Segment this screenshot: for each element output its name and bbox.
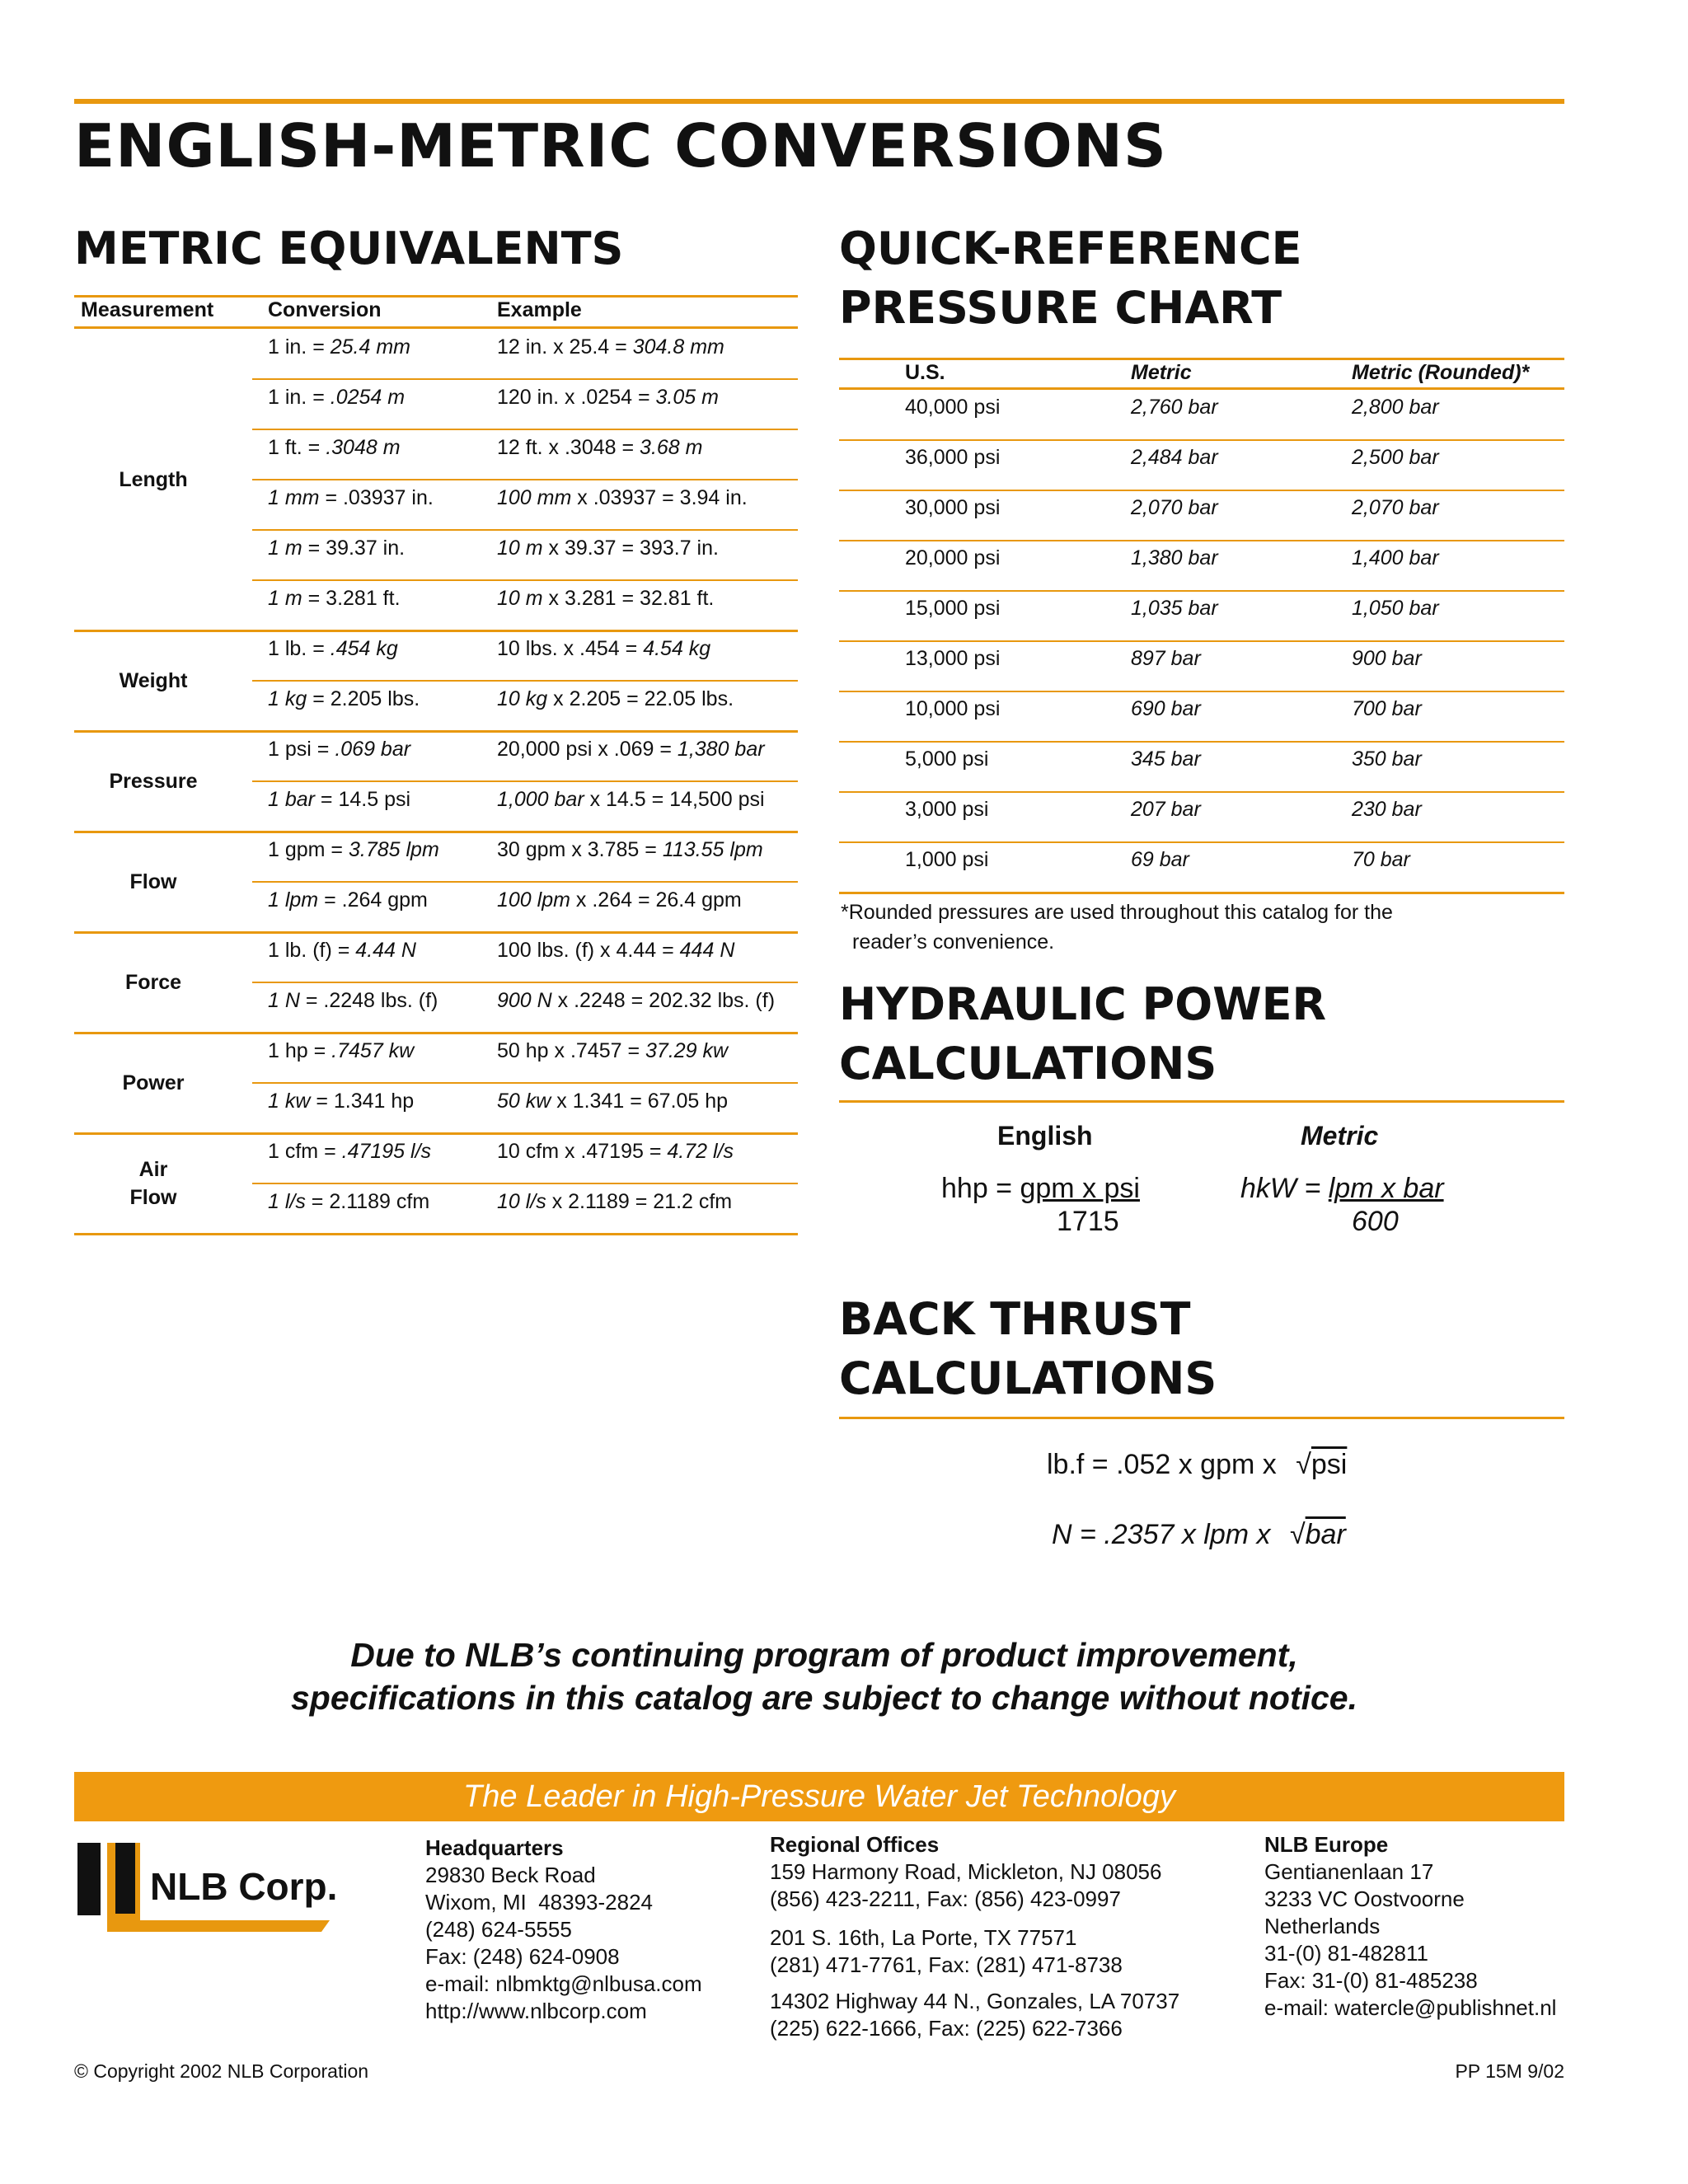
conversion-cell: [268, 1039, 414, 1063]
group-rule: [74, 630, 798, 632]
us-pressure-cell: 5,000 psi: [905, 748, 989, 771]
cell-part: 3.785 lpm: [348, 838, 439, 861]
cell-part: = 2.205 lbs.: [307, 687, 420, 710]
hkw-numerator: lpm x bar: [1328, 1173, 1444, 1204]
example-cell: [497, 335, 724, 359]
cell-part: = .2248 lbs. (f): [299, 989, 438, 1012]
measurement-label: [74, 667, 232, 695]
cell-part: 1 bar: [268, 788, 315, 811]
metric-pressure-cell: 207 bar: [1131, 798, 1201, 821]
pressure-col-rounded: Metric (Rounded)*: [1352, 361, 1530, 384]
cell-part: 3.68 m: [640, 436, 703, 459]
example-cell: [497, 738, 765, 762]
cell-part: 1 lb. (f) =: [268, 939, 356, 962]
europe-block: [1264, 1831, 1556, 2022]
sqrt-symbol-1: √: [1296, 1449, 1311, 1480]
conversion-cell: [268, 888, 428, 912]
rounded-pressure-cell: 1,050 bar: [1352, 597, 1439, 620]
cell-part: 10 kg: [497, 687, 548, 710]
metric-pressure-cell: 897 bar: [1131, 647, 1201, 670]
measurement-label: [74, 968, 232, 996]
conversion-cell: [268, 788, 410, 812]
cell-part: 1 mm: [268, 486, 320, 509]
regional-nj-address: 159 Harmony Road, Mickleton, NJ 08056: [770, 1859, 1162, 1884]
disclaimer-line2: specifications in this catalog are subject to change without notice.: [290, 1679, 1357, 1717]
rounded-pressure-cell: 230 bar: [1352, 798, 1422, 821]
pressure-row-rule: [839, 590, 1564, 592]
example-cell: [497, 1039, 728, 1063]
regional-title: Regional Offices: [770, 1832, 940, 1857]
cell-part: x .2248 = 202.32 lbs. (f): [551, 989, 776, 1012]
cell-part: 1 hp =: [268, 1039, 332, 1062]
sqrt-symbol-2: √: [1289, 1519, 1306, 1550]
cell-part: 444 N: [679, 939, 735, 962]
row-rule: [252, 579, 798, 581]
cell-part: = .264 gpm: [318, 888, 428, 912]
cell-part: .47195 l/s: [341, 1140, 432, 1163]
cell-part: x .264 = 26.4 gpm: [570, 888, 742, 912]
cell-part: 1 l/s: [268, 1190, 306, 1213]
row-rule: [252, 1082, 798, 1084]
row-rule: [252, 1183, 798, 1184]
cell-part: 900 N: [497, 989, 552, 1012]
hydraulic-heading-line1: HYDRAULIC POWER: [839, 978, 1327, 1030]
metric-header-rule-bottom: [74, 326, 798, 329]
pressure-row-rule: [839, 841, 1564, 843]
cell-part: x 2.1189 = 21.2 cfm: [546, 1190, 733, 1213]
rounded-pressure-cell: 900 bar: [1352, 647, 1422, 670]
metric-pressure-cell: 2,760 bar: [1131, 396, 1218, 419]
cell-part: 50 hp x .7457 =: [497, 1039, 646, 1062]
cell-part: .0254 m: [330, 386, 406, 409]
cell-part: = 14.5 psi: [314, 788, 411, 811]
conversion-cell: [268, 989, 438, 1013]
example-cell: [497, 1140, 734, 1164]
cell-part: 3.05 m: [655, 386, 719, 409]
cell-part: 4.44 N: [355, 939, 416, 962]
conversion-cell: [268, 637, 398, 661]
pressure-col-us: U.S.: [905, 361, 945, 384]
metric-heading: METRIC EQUIVALENTS: [74, 223, 624, 274]
example-cell: [497, 989, 775, 1013]
cell-part: 1 cfm =: [268, 1140, 342, 1163]
thrust-heading-line1: BACK THRUST: [839, 1293, 1191, 1345]
us-pressure-cell: 20,000 psi: [905, 546, 1001, 569]
pressure-row-rule: [839, 691, 1564, 692]
cell-part: 12 in. x 25.4 =: [497, 335, 633, 359]
measurement-label-line: Force: [124, 971, 182, 994]
metric-pressure-cell: 345 bar: [1131, 748, 1201, 771]
regional-offices-block: [770, 1831, 1179, 2042]
example-cell: [497, 486, 748, 510]
rounded-pressure-cell: 2,500 bar: [1352, 446, 1439, 469]
cell-part: x 1.341 = 67.05 hp: [551, 1090, 729, 1113]
thrust-english-radicand: psi: [1311, 1449, 1348, 1480]
cell-part: 120 in. x .0254 =: [497, 386, 656, 409]
conversion-cell: [268, 1090, 414, 1113]
disclaimer-line1: Due to NLB’s continuing program of product improvement,: [350, 1636, 1298, 1674]
example-cell: [497, 687, 734, 711]
cell-part: 1 m: [268, 537, 302, 560]
hydraulic-heading-line2: CALCULATIONS: [839, 1038, 1217, 1090]
cell-part: 10 cfm x .47195 =: [497, 1140, 668, 1163]
measurement-label-line: Air: [138, 1158, 168, 1181]
hkw-denominator: 600: [1352, 1206, 1399, 1237]
example-cell: [497, 939, 734, 963]
us-pressure-cell: 15,000 psi: [905, 597, 1001, 620]
measurement-label-line: Length: [119, 468, 188, 491]
pressure-row-rule: [839, 640, 1564, 642]
logo-text: NLB Corp.: [150, 1865, 338, 1908]
conversion-cell: [268, 587, 401, 611]
europe-city: 3233 VC Oostvoorne: [1264, 1886, 1465, 1911]
cell-part: = 2.1189 cfm: [305, 1190, 430, 1213]
conversion-cell: [268, 335, 410, 359]
tagline: The Leader in High-Pressure Water Jet Technology: [463, 1779, 1175, 1814]
rounded-pressure-cell: 1,400 bar: [1352, 546, 1439, 569]
measurement-label-line: Weight: [119, 669, 188, 692]
hydraulic-english-label: English: [997, 1121, 1093, 1151]
regional-tx-phone: (281) 471-7761, Fax: (281) 471-8738: [770, 1952, 1123, 1977]
measurement-label: [74, 868, 232, 896]
rounded-pressure-cell: 700 bar: [1352, 697, 1422, 720]
cell-part: 4.72 l/s: [667, 1140, 734, 1163]
cell-part: .7457 kw: [331, 1039, 415, 1062]
example-cell: [497, 436, 702, 460]
pressure-row-rule: [839, 540, 1564, 541]
col-header-example: Example: [497, 298, 582, 321]
row-rule: [252, 780, 798, 782]
row-rule: [252, 479, 798, 480]
row-rule: [252, 378, 798, 380]
col-header-conversion: Conversion: [268, 298, 382, 321]
page-title: ENGLISH-METRIC CONVERSIONS: [74, 111, 1167, 180]
hhp-lhs: hhp =: [941, 1173, 1020, 1204]
thrust-formula-metric: [1052, 1519, 1346, 1551]
cell-part: 25.4 mm: [330, 335, 411, 359]
thrust-rule: [839, 1417, 1564, 1419]
metric-pressure-cell: 69 bar: [1131, 848, 1189, 871]
europe-country: Netherlands: [1264, 1914, 1381, 1938]
cell-part: 1 ft. =: [268, 436, 326, 459]
metric-pressure-cell: 1,035 bar: [1131, 597, 1218, 620]
measurement-label-line: Flow: [129, 1186, 177, 1209]
cell-part: 37.29 kw: [645, 1039, 729, 1062]
cell-part: x 2.205 = 22.05 lbs.: [547, 687, 734, 710]
conversion-cell: [268, 1190, 429, 1214]
row-rule: [252, 529, 798, 531]
cell-part: .3048 m: [326, 436, 401, 459]
col-header-measurement: Measurement: [81, 298, 214, 321]
rounded-pressure-cell: 2,070 bar: [1352, 496, 1439, 519]
cell-part: 12 ft. x .3048 =: [497, 436, 640, 459]
measurement-label: [74, 1069, 232, 1097]
metric-pressure-cell: 2,484 bar: [1131, 446, 1218, 469]
cell-part: 1 N: [268, 989, 300, 1012]
cell-part: 100 lbs. (f) x 4.44 =: [497, 939, 680, 962]
cell-part: = 39.37 in.: [302, 537, 406, 560]
pressure-note-line1: *Rounded pressures are used throughout this catalog for the: [841, 901, 1393, 924]
us-pressure-cell: 36,000 psi: [905, 446, 1001, 469]
cell-part: 1,000 bar: [497, 788, 584, 811]
cell-part: .069 bar: [335, 738, 411, 761]
regional-tx-address: 201 S. 16th, La Porte, TX 77571: [770, 1925, 1077, 1950]
cell-part: 1,380 bar: [677, 738, 765, 761]
thrust-metric-lhs: N = .2357 x lpm x: [1052, 1519, 1271, 1550]
conversion-cell: [268, 939, 416, 963]
regional-la-address: 14302 Highway 44 N., Gonzales, LA 70737: [770, 1989, 1180, 2013]
cell-part: x .03937 = 3.94 in.: [571, 486, 748, 509]
measurement-label-line: Pressure: [109, 770, 198, 793]
thrust-english-lhs: lb.f = .052 x gpm x: [1047, 1449, 1277, 1480]
us-pressure-cell: 3,000 psi: [905, 798, 989, 821]
cell-part: 50 kw: [497, 1090, 551, 1113]
pressure-col-metric: Metric: [1131, 361, 1192, 384]
conversion-cell: [268, 436, 401, 460]
hhp-numerator: gpm x psi: [1020, 1173, 1140, 1204]
cell-part: 1 gpm =: [268, 838, 349, 861]
example-cell: [497, 587, 714, 611]
cell-part: 30 gpm x 3.785 =: [497, 838, 663, 861]
hq-website[interactable]: http://www.nlbcorp.com: [425, 1999, 647, 2023]
pressure-row-rule: [839, 741, 1564, 743]
example-cell: [497, 1190, 732, 1214]
pressure-header-rule-bottom: [839, 387, 1564, 390]
hkw-formula: [1240, 1173, 1444, 1205]
us-pressure-cell: 40,000 psi: [905, 396, 1001, 419]
measurement-label: [74, 1155, 232, 1212]
tagline-bar: [74, 1772, 1564, 1821]
hhp-denominator: 1715: [1057, 1206, 1119, 1237]
regional-nj-phone: (856) 423-2211, Fax: (856) 423-0997: [770, 1886, 1121, 1911]
us-pressure-cell: 1,000 psi: [905, 848, 989, 871]
metric-pressure-cell: 690 bar: [1131, 697, 1201, 720]
hq-email[interactable]: e-mail: nlbmktg@nlbusa.com: [425, 1971, 702, 1996]
thrust-heading-line2: CALCULATIONS: [839, 1352, 1217, 1404]
group-rule: [74, 1032, 798, 1034]
cell-part: 100 lpm: [497, 888, 570, 912]
copyright: © Copyright 2002 NLB Corporation: [74, 2060, 369, 2082]
cell-part: x 14.5 = 14,500 psi: [584, 788, 765, 811]
row-rule: [252, 680, 798, 682]
group-rule: [74, 831, 798, 833]
metric-pressure-cell: 2,070 bar: [1131, 496, 1218, 519]
measurement-label-line: Flow: [129, 870, 177, 893]
cell-part: 10 l/s: [497, 1190, 546, 1213]
hq-title: Headquarters: [425, 1835, 564, 1860]
pressure-note-line2: reader’s convenience.: [852, 930, 1055, 954]
us-pressure-cell: 30,000 psi: [905, 496, 1001, 519]
group-rule: [74, 931, 798, 934]
row-rule: [252, 429, 798, 430]
rounded-pressure-cell: 70 bar: [1352, 848, 1410, 871]
group-rule: [74, 1132, 798, 1135]
cell-part: x 39.37 = 393.7 in.: [542, 537, 719, 560]
cell-part: 10 lbs. x .454 =: [497, 637, 644, 660]
cell-part: 113.55 lpm: [662, 838, 763, 861]
row-rule: [252, 881, 798, 883]
europe-email[interactable]: e-mail: watercle@publishnet.nl: [1264, 1995, 1557, 2020]
hq-address: 29830 Beck Road: [425, 1863, 596, 1887]
hq-city: Wixom, MI 48393-2824: [425, 1890, 654, 1915]
metric-header-rule-top: [74, 295, 798, 298]
rounded-pressure-cell: 350 bar: [1352, 748, 1422, 771]
cell-part: 20,000 psi x .069 =: [497, 738, 678, 761]
conversion-cell: [268, 687, 420, 711]
pressure-row-rule: [839, 439, 1564, 441]
europe-phone: 31-(0) 81-482811: [1264, 1941, 1428, 1966]
hydraulic-rule: [839, 1100, 1564, 1103]
europe-street: Gentianenlaan 17: [1264, 1859, 1434, 1884]
thrust-metric-radicand: bar: [1305, 1519, 1346, 1550]
measurement-label: [74, 466, 232, 494]
rounded-pressure-cell: 2,800 bar: [1352, 396, 1439, 419]
hq-phone: (248) 624-5555: [425, 1917, 572, 1942]
example-cell: [497, 386, 719, 410]
cell-part: 1 in. =: [268, 386, 331, 409]
example-cell: [497, 788, 765, 812]
example-cell: [497, 888, 742, 912]
nlb-logo: [74, 1838, 346, 1937]
example-cell: [497, 637, 710, 661]
example-cell: [497, 1090, 728, 1113]
cell-part: 1 kg: [268, 687, 307, 710]
cell-part: 1 kw: [268, 1090, 311, 1113]
measurement-label-line: Power: [122, 1071, 185, 1094]
example-cell: [497, 838, 763, 862]
regional-la-phone: (225) 622-1666, Fax: (225) 622-7366: [770, 2016, 1123, 2041]
metric-pressure-cell: 1,380 bar: [1131, 546, 1218, 569]
cell-part: 1 psi =: [268, 738, 335, 761]
hydraulic-metric-label: Metric: [1301, 1121, 1379, 1151]
example-cell: [497, 537, 719, 560]
catalog-code: PP 15M 9/02: [1455, 2060, 1564, 2082]
row-rule: [252, 982, 798, 983]
cell-part: = 1.341 hp: [310, 1090, 415, 1113]
conversion-cell: [268, 838, 439, 862]
cell-part: = 3.281 ft.: [302, 587, 401, 610]
europe-fax: Fax: 31-(0) 81-485238: [1264, 1968, 1478, 1993]
cell-part: x 3.281 = 32.81 ft.: [542, 587, 715, 610]
group-rule: [74, 730, 798, 733]
cell-part: 1 in. =: [268, 335, 331, 359]
hkw-lhs: hkW =: [1240, 1173, 1329, 1204]
cell-part: 100 mm: [497, 486, 572, 509]
us-pressure-cell: 10,000 psi: [905, 697, 1001, 720]
us-pressure-cell: 13,000 psi: [905, 647, 1001, 670]
conversion-cell: [268, 738, 410, 762]
conversion-cell: [268, 486, 434, 510]
cell-part: 10 m: [497, 587, 543, 610]
pressure-heading-line2: PRESSURE CHART: [839, 282, 1282, 334]
pressure-header-rule-top: [839, 358, 1564, 360]
conversion-cell: [268, 1140, 431, 1164]
europe-title: NLB Europe: [1264, 1832, 1389, 1857]
pressure-row-rule: [839, 490, 1564, 491]
cell-part: 1 m: [268, 587, 302, 610]
cell-part: 1 lpm: [268, 888, 319, 912]
pressure-heading-line1: QUICK-REFERENCE: [839, 223, 1302, 274]
cell-part: 1 lb. =: [268, 637, 331, 660]
cell-part: 4.54 kg: [643, 637, 711, 660]
top-rule: [74, 99, 1564, 104]
pressure-bottom-rule: [839, 892, 1564, 894]
cell-part: = .03937 in.: [319, 486, 434, 509]
cell-part: .454 kg: [330, 637, 398, 660]
measurement-label: [74, 767, 232, 795]
thrust-formula-english: [1047, 1449, 1347, 1481]
conversion-cell: [268, 386, 405, 410]
headquarters-block: [425, 1835, 702, 2025]
cell-part: 304.8 mm: [632, 335, 724, 359]
pressure-row-rule: [839, 791, 1564, 793]
hhp-formula: [941, 1173, 1140, 1205]
cell-part: 10 m: [497, 537, 543, 560]
hq-fax: Fax: (248) 624-0908: [425, 1944, 620, 1969]
conversion-cell: [268, 537, 405, 560]
group-rule: [74, 1233, 798, 1235]
